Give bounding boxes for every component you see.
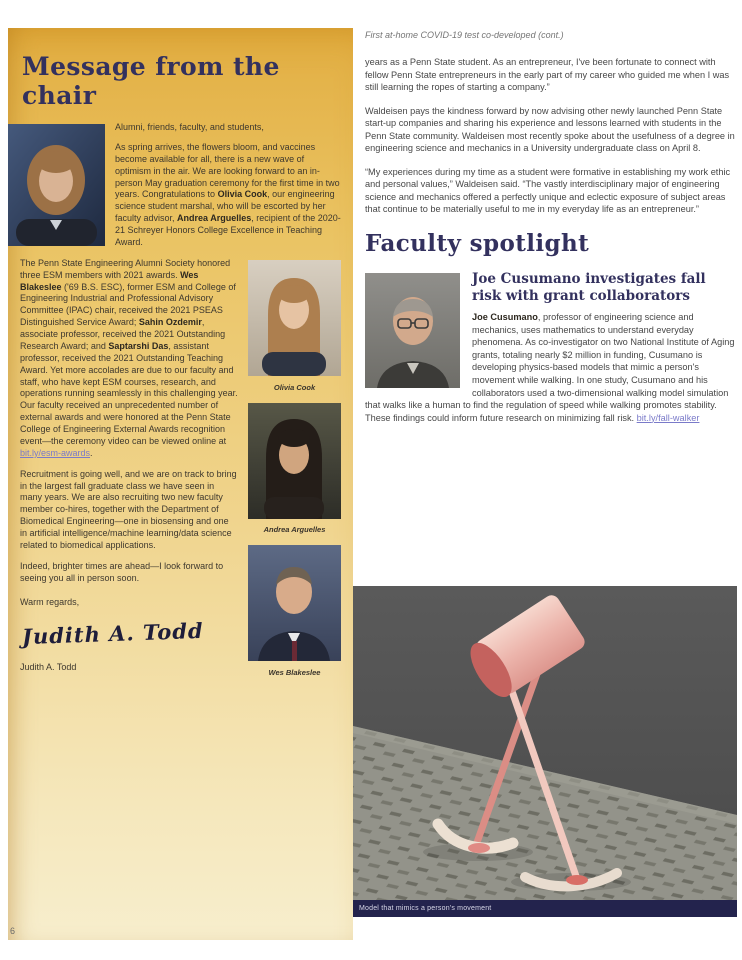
name-saptarshi-das: Saptarshi Das <box>108 340 169 351</box>
fall-risk-link[interactable]: bit.ly/fall-walker <box>636 412 700 423</box>
photo-joe-cusumano <box>365 273 460 388</box>
awards-text-5: . <box>90 447 93 458</box>
warm-regards-text: Warm regards, <box>20 596 80 607</box>
name-sahin-ozdemir: Sahin Ozdemir <box>138 317 202 328</box>
caption-wes-blakeslee: Wes Blakeslee <box>268 668 321 678</box>
photo-wes-blakeslee <box>248 545 341 665</box>
awards-text-4: , assistant professor, received the 2021 Outstanding Teaching Award. Yet more accolades are due to our faculty and staff, who have kept ESM courses, research, and operations running seamlessly in this challenging year. Our faculty received an unprecedented number of external awards and were honored at the Penn State College of Engineering External Awards recognition event—the ceremony video can be viewed online at <box>20 340 238 446</box>
spotlight-article-title: Joe Cusumano investigates fall risk with grant collaborators <box>472 270 706 304</box>
awards-section <box>20 257 341 678</box>
name-olivia-cook: Olivia Cook <box>217 189 268 200</box>
continuation-paragraph-2: Waldeisen pays the kindness forward by now advising other newly launched Penn State start-up companies and sharing his experience and lessons learned with students in the Penn State community. Waldeisen most recently spoke about the usefulness of a degree in engineering science and mechanics in a University undergraduate class on April 8. <box>365 105 735 154</box>
right-column <box>365 30 737 424</box>
awards-text-3: , associate professor, received the 2021 Outstanding Research Award; and <box>20 317 226 351</box>
photo-andrea-arguelles <box>248 403 341 523</box>
page-number: 6 <box>10 926 16 936</box>
name-joe-cusumano: Joe Cusumano <box>472 312 538 323</box>
name-andrea-arguelles: Andrea Arguelles <box>177 213 252 224</box>
continuation-paragraph-3: “My experiences during my time as a student were formative in establishing my work ethic and personal values,” Waldeisen said. “The vastly interdisciplinary major of engineering science and mechanics offered a perfectly unique and eclectic exposure of subject areas that continue to be materially useful to me in my everyday life as an entrepreneur.” <box>365 166 731 215</box>
photo-olivia-cook <box>248 260 341 380</box>
section-title-message-from-chair: Message from the chair <box>22 52 280 110</box>
walking-model-simulation-image <box>353 586 737 900</box>
closing-paragraph: Indeed, brighter times are ahead—I look forward to seeing you all in person soon. <box>20 560 224 583</box>
intro-text-3: , recipient of the 2020-21 Schreyer Honors College Excellence in Teaching Award. <box>115 213 341 247</box>
section-title-faculty-spotlight: Faculty spotlight <box>365 229 590 257</box>
recruitment-paragraph: Recruitment is going well, and we are on track to bring in the largest fall graduate class we have seen in many years. We are also recruiting two new faculty member co-hires, together with the Department of Biomedical Engineering—one in biosensing and one in artificial intelligence/machine learning/data science related to biomedical applications. <box>20 468 237 550</box>
chair-name: Judith A. Todd <box>20 662 77 673</box>
caption-andrea-arguelles: Andrea Arguelles <box>263 525 326 535</box>
chair-message-body <box>20 122 341 249</box>
awards-text-2: ('69 B.S. ESC), former ESM and College of Engineering Industrial and Professional Advisory Committee (IPAC) chair, received the 2021 PSEAS Distinguished Service Award; <box>20 281 236 328</box>
faculty-spotlight-article <box>365 271 737 424</box>
greeting-text: Alumni, friends, faculty, and students, <box>115 122 264 132</box>
awards-video-link[interactable]: bit.ly/esm-awards <box>20 447 91 458</box>
caption-olivia-cook: Olivia Cook <box>273 382 316 392</box>
faculty-photo-column <box>248 260 341 688</box>
message-from-chair-panel <box>8 28 353 940</box>
awards-text-1: The Penn State Engineering Alumni Society honored three ESM members with 2021 awards. <box>20 257 231 280</box>
chair-signature: Judith A. Todd <box>21 618 205 650</box>
intro-text-1: As spring arrives, the flowers bloom, and vaccines become available for all, there is a new wave of optimism in the air. We are looking forward to an in-person May graduation ceremony for the first time in two years. Congratulations to <box>115 141 340 200</box>
intro-text-2: , our engineering science student marshal, who will be escorted by her faculty advisor, <box>115 189 335 224</box>
continuation-paragraph-1: years as a Penn State student. As an entrepreneur, I've been fortunate to connect with fellow Penn State entrepreneurs in the early part of my career who guided me when I was still learning the ropes of starting a company.” <box>365 57 730 93</box>
figure-caption: Model that mimics a person's movement <box>353 900 737 917</box>
walking-model-figure <box>353 586 737 917</box>
chair-portrait-photo <box>8 124 105 246</box>
spotlight-text-1: , professor of engineering science and mechanics, uses mathematics to understand everyday phenomena. As co-investigator on two National Institute of Aging grants, totaling nearly $2 million in funding, Cusumano is developing physics-based models that mimic a person's movement while walking. In one study, Cusumano and his collaborators used a two-dimensional walking model simulation that walks like a human to find the regulation of speed while walking promotes stability. These findings could inform future research on minimizing fall risk. <box>365 312 735 423</box>
running-header: First at-home COVID-19 test co-developed (cont.) <box>365 30 564 40</box>
name-wes-blakeslee: Wes Blakeslee <box>20 269 199 292</box>
